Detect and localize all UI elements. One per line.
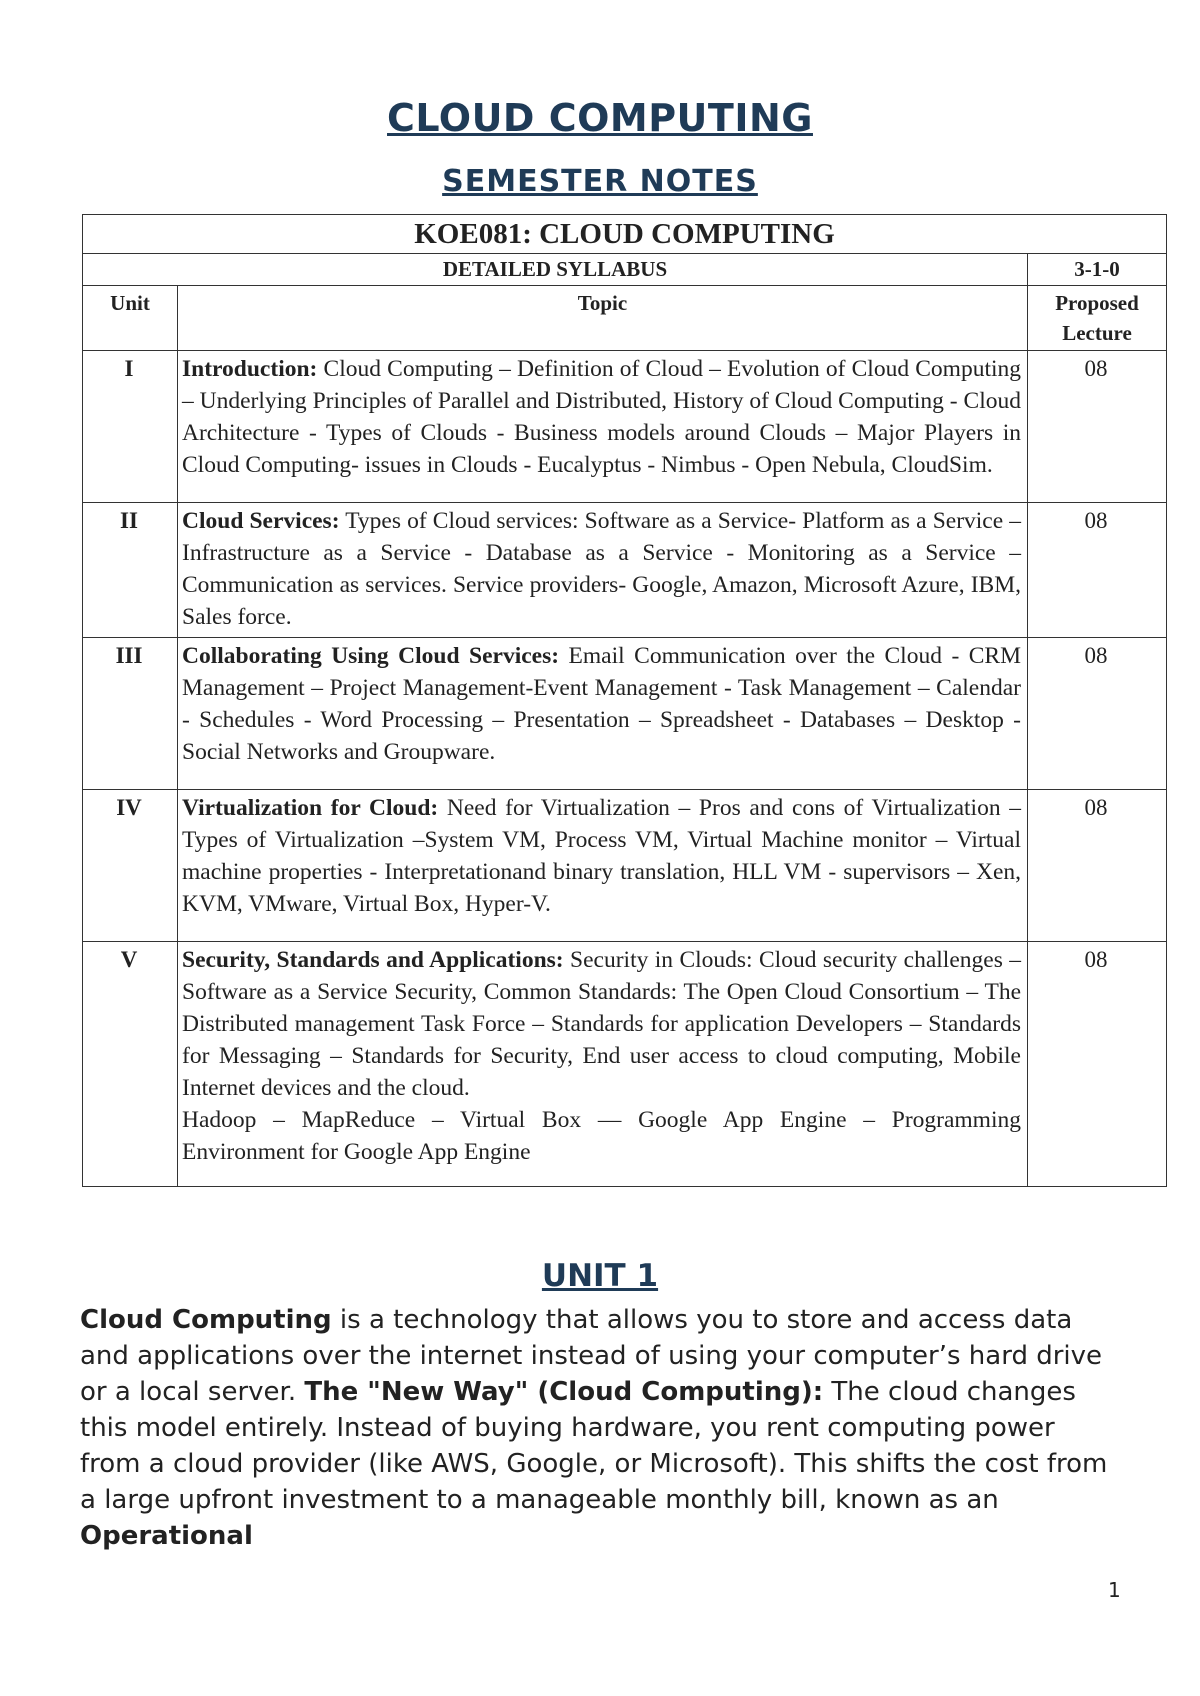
lecture-count: 08 [1028,351,1167,503]
paragraph-part-1: is a technology that allows you to store and access data and applications over the internet instead of using your computer’s hard drive or a local server. [80,1305,1103,1407]
topic-text: Security in Clouds: Cloud security challenges – Software as a Service Security, Common Standards: The Open Cloud Consortium – The Distributed management Task Force – Standards for application Developers – Standards for Messaging – Standards for Security, End user access to cloud computing, Mobile Internet devices and the cloud. [182,947,1022,1101]
header-unit: Unit [83,286,178,351]
topic-cell [178,351,1028,503]
paragraph-part-2: The cloud changes this model entirely. Instead of buying hardware, you rent computing power from a cloud provider (like AWS, Google, or Microsoft). This shifts the cost from a large upfront investment to a manageable monthly bill, known as an [80,1377,1108,1515]
topic-heading: Collaborating Using Cloud Services: [182,643,560,669]
unit-number: V [83,942,178,1187]
topic-heading: Introduction: [182,356,318,382]
course-title: KOE081: CLOUD COMPUTING [83,215,1167,254]
page-number: 1 [1108,1578,1121,1602]
topic-cell [178,638,1028,790]
unit-number: III [83,638,178,790]
unit-paragraph [80,1302,1120,1554]
topic-heading: Cloud Services: [182,508,340,534]
term-operational: Operational [80,1521,253,1551]
lecture-count: 08 [1028,942,1167,1187]
table-row [83,638,1167,790]
topic-extra-text: Hadoop – MapReduce – Virtual Box — Google App Engine – Programming Environment for Google App Engine [182,1107,1021,1165]
lecture-count: 08 [1028,503,1167,638]
unit-number: I [83,351,178,503]
term-cloud-computing: Cloud Computing [80,1305,332,1335]
topic-text: Cloud Computing – Definition of Cloud – Evolution of Cloud Computing – Underlying Principles of Parallel and Distributed, History of Cloud Computing - Cloud Architecture - Types of Clouds - Business models around Clouds – Major Players in Cloud Computing- issues in Clouds - Eucalyptus - Nimbus - Open Nebula, CloudSim. [182,356,1021,478]
term-new-way: The "New Way" (Cloud Computing): [304,1377,824,1407]
lecture-count: 08 [1028,638,1167,790]
unit-number: II [83,503,178,638]
header-lecture: Proposed Lecture [1028,286,1167,351]
unit-heading: UNIT 1 [541,1258,659,1294]
topic-text: Email Communication over the Cloud - CRM Management – Project Management-Event Management - Task Management – Calendar - Schedules - Word Processing – Presentation – Spreadsheet - Databases – Desktop - Social Networks and Groupware. [182,643,1021,765]
detailed-syllabus-row [83,254,1167,286]
page-subtitle: SEMESTER NOTES [442,164,758,199]
table-row [83,503,1167,638]
topic-cell [178,942,1028,1187]
table-row [83,942,1167,1187]
ltp-value: 3-1-0 [1028,254,1167,286]
topic-cell [178,503,1028,638]
table-row [83,790,1167,942]
table-row [83,351,1167,503]
header-topic: Topic [178,286,1028,351]
topic-text: Need for Virtualization – Pros and cons of Virtualization – Types of Virtualization –System VM, Process VM, Virtual Machine monitor – Virtual machine properties - Interpretationand binary translation, HLL VM - supervisors – Xen, KVM, VMware, Virtual Box, Hyper-V. [182,795,1021,917]
course-title-row [83,215,1167,254]
unit-number: IV [83,790,178,942]
page-title: CLOUD COMPUTING [387,96,813,140]
syllabus-table [82,214,1167,1187]
lecture-count: 08 [1028,790,1167,942]
detailed-syllabus-label: DETAILED SYLLABUS [83,254,1028,286]
topic-cell [178,790,1028,942]
topic-heading: Virtualization for Cloud: [182,795,439,821]
topic-heading: Security, Standards and Applications: [182,947,564,973]
table-header-row [83,286,1167,351]
topic-text: Types of Cloud services: Software as a Service- Platform as a Service –Infrastructure as a Service - Database as a Service - Monitoring as a Service –Communication as services. Service providers- Google, Amazon, Microsoft Azure, IBM, Sales force. [182,508,1022,630]
